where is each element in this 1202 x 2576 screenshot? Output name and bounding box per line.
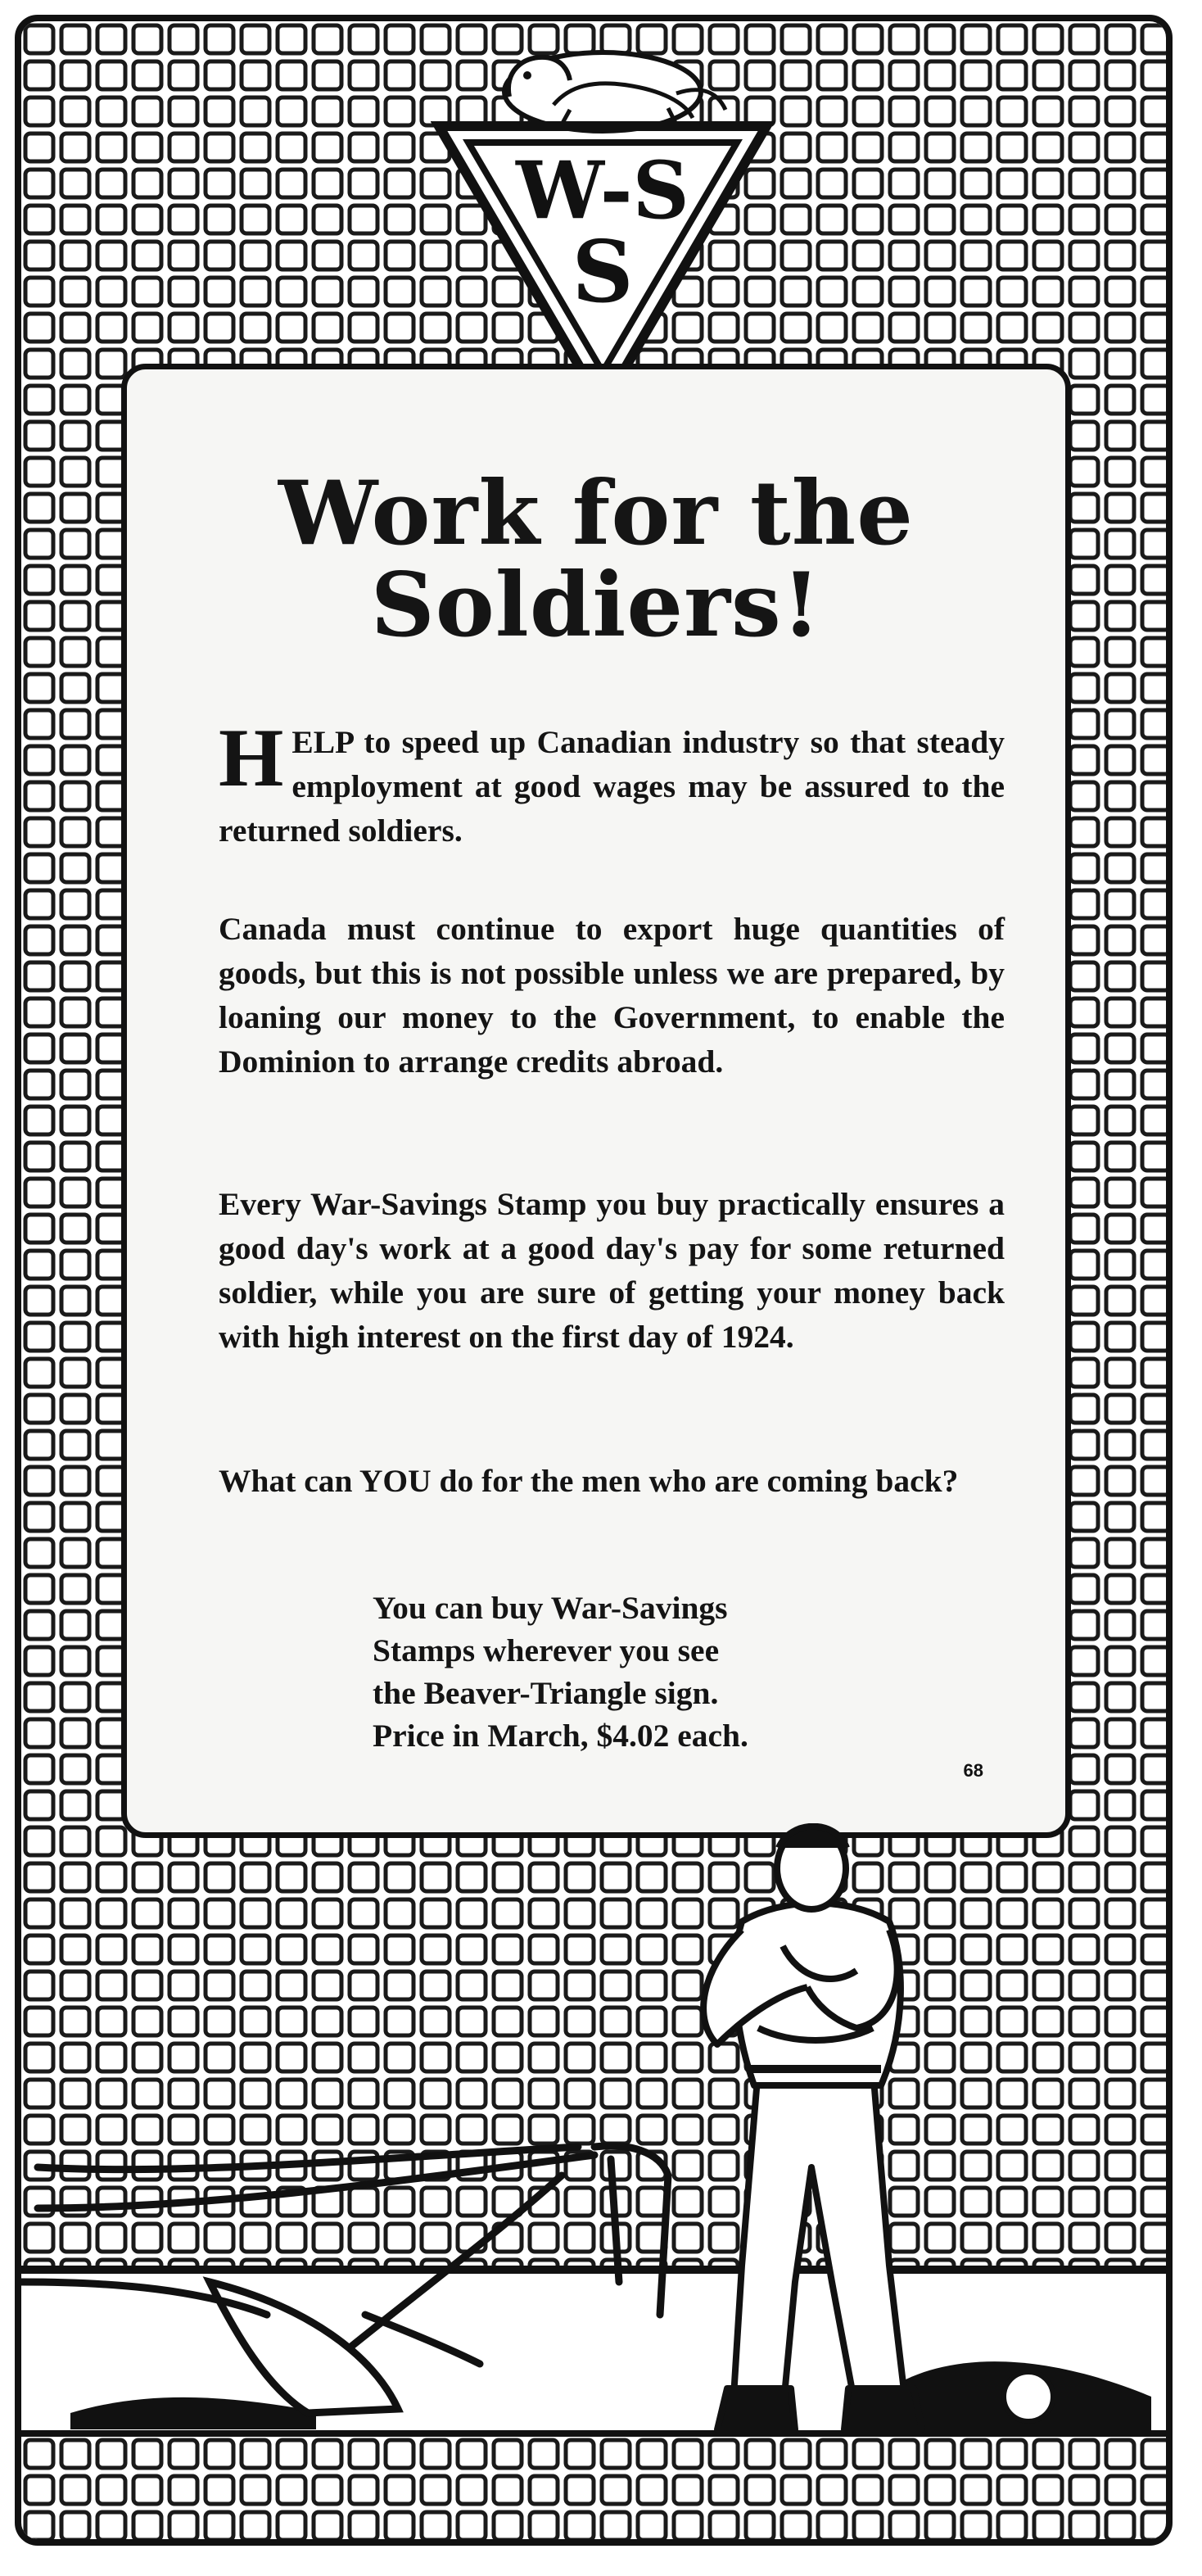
ad-code: 68	[963, 1760, 983, 1781]
drop-cap: H	[219, 712, 284, 804]
emblem-letters-top: W-S	[516, 144, 689, 237]
paragraph-1-text: ELP to speed up Canadian industry so that steady employment at good wages may be assured to the returned soldiers.	[219, 724, 1005, 849]
paragraph-4: What can YOU do for the men who are coming back?	[219, 1463, 959, 1499]
headline	[127, 462, 1065, 657]
cta-line-2: Stamps wherever you see	[373, 1632, 720, 1668]
cta-line-3: the Beaver-Triangle sign.	[373, 1675, 719, 1711]
text-panel	[121, 364, 1071, 1838]
paragraph-1	[219, 712, 1005, 853]
cta-line-1: You can buy War-Savings	[373, 1590, 728, 1626]
paragraph-2: Canada must continue to export huge quantities of goods, but this is not possible unless we are prepared, by loaning our money to the Government, to enable the Dominion to arrange credits abroad.	[219, 911, 1005, 1080]
cta-line-4: Price in March, $4.02 each.	[373, 1718, 748, 1754]
paragraph-3: Every War-Savings Stamp you buy practically ensures a good day's work at a good day's pay for some returned soldier, while you are sure of getting your money back with high interest on the first day of 1924.	[219, 1186, 1005, 1355]
emblem-letters-bottom: S	[572, 221, 634, 322]
headline-line-1: Work for the	[278, 462, 914, 565]
headline-line-2: Soldiers!	[370, 554, 822, 657]
beaver-icon	[504, 52, 725, 131]
beaver-triangle-emblem	[431, 28, 775, 413]
advertisement	[15, 15, 1173, 2546]
soldier-plough-illustration	[21, 1823, 1173, 2546]
call-to-action	[373, 1587, 864, 1757]
